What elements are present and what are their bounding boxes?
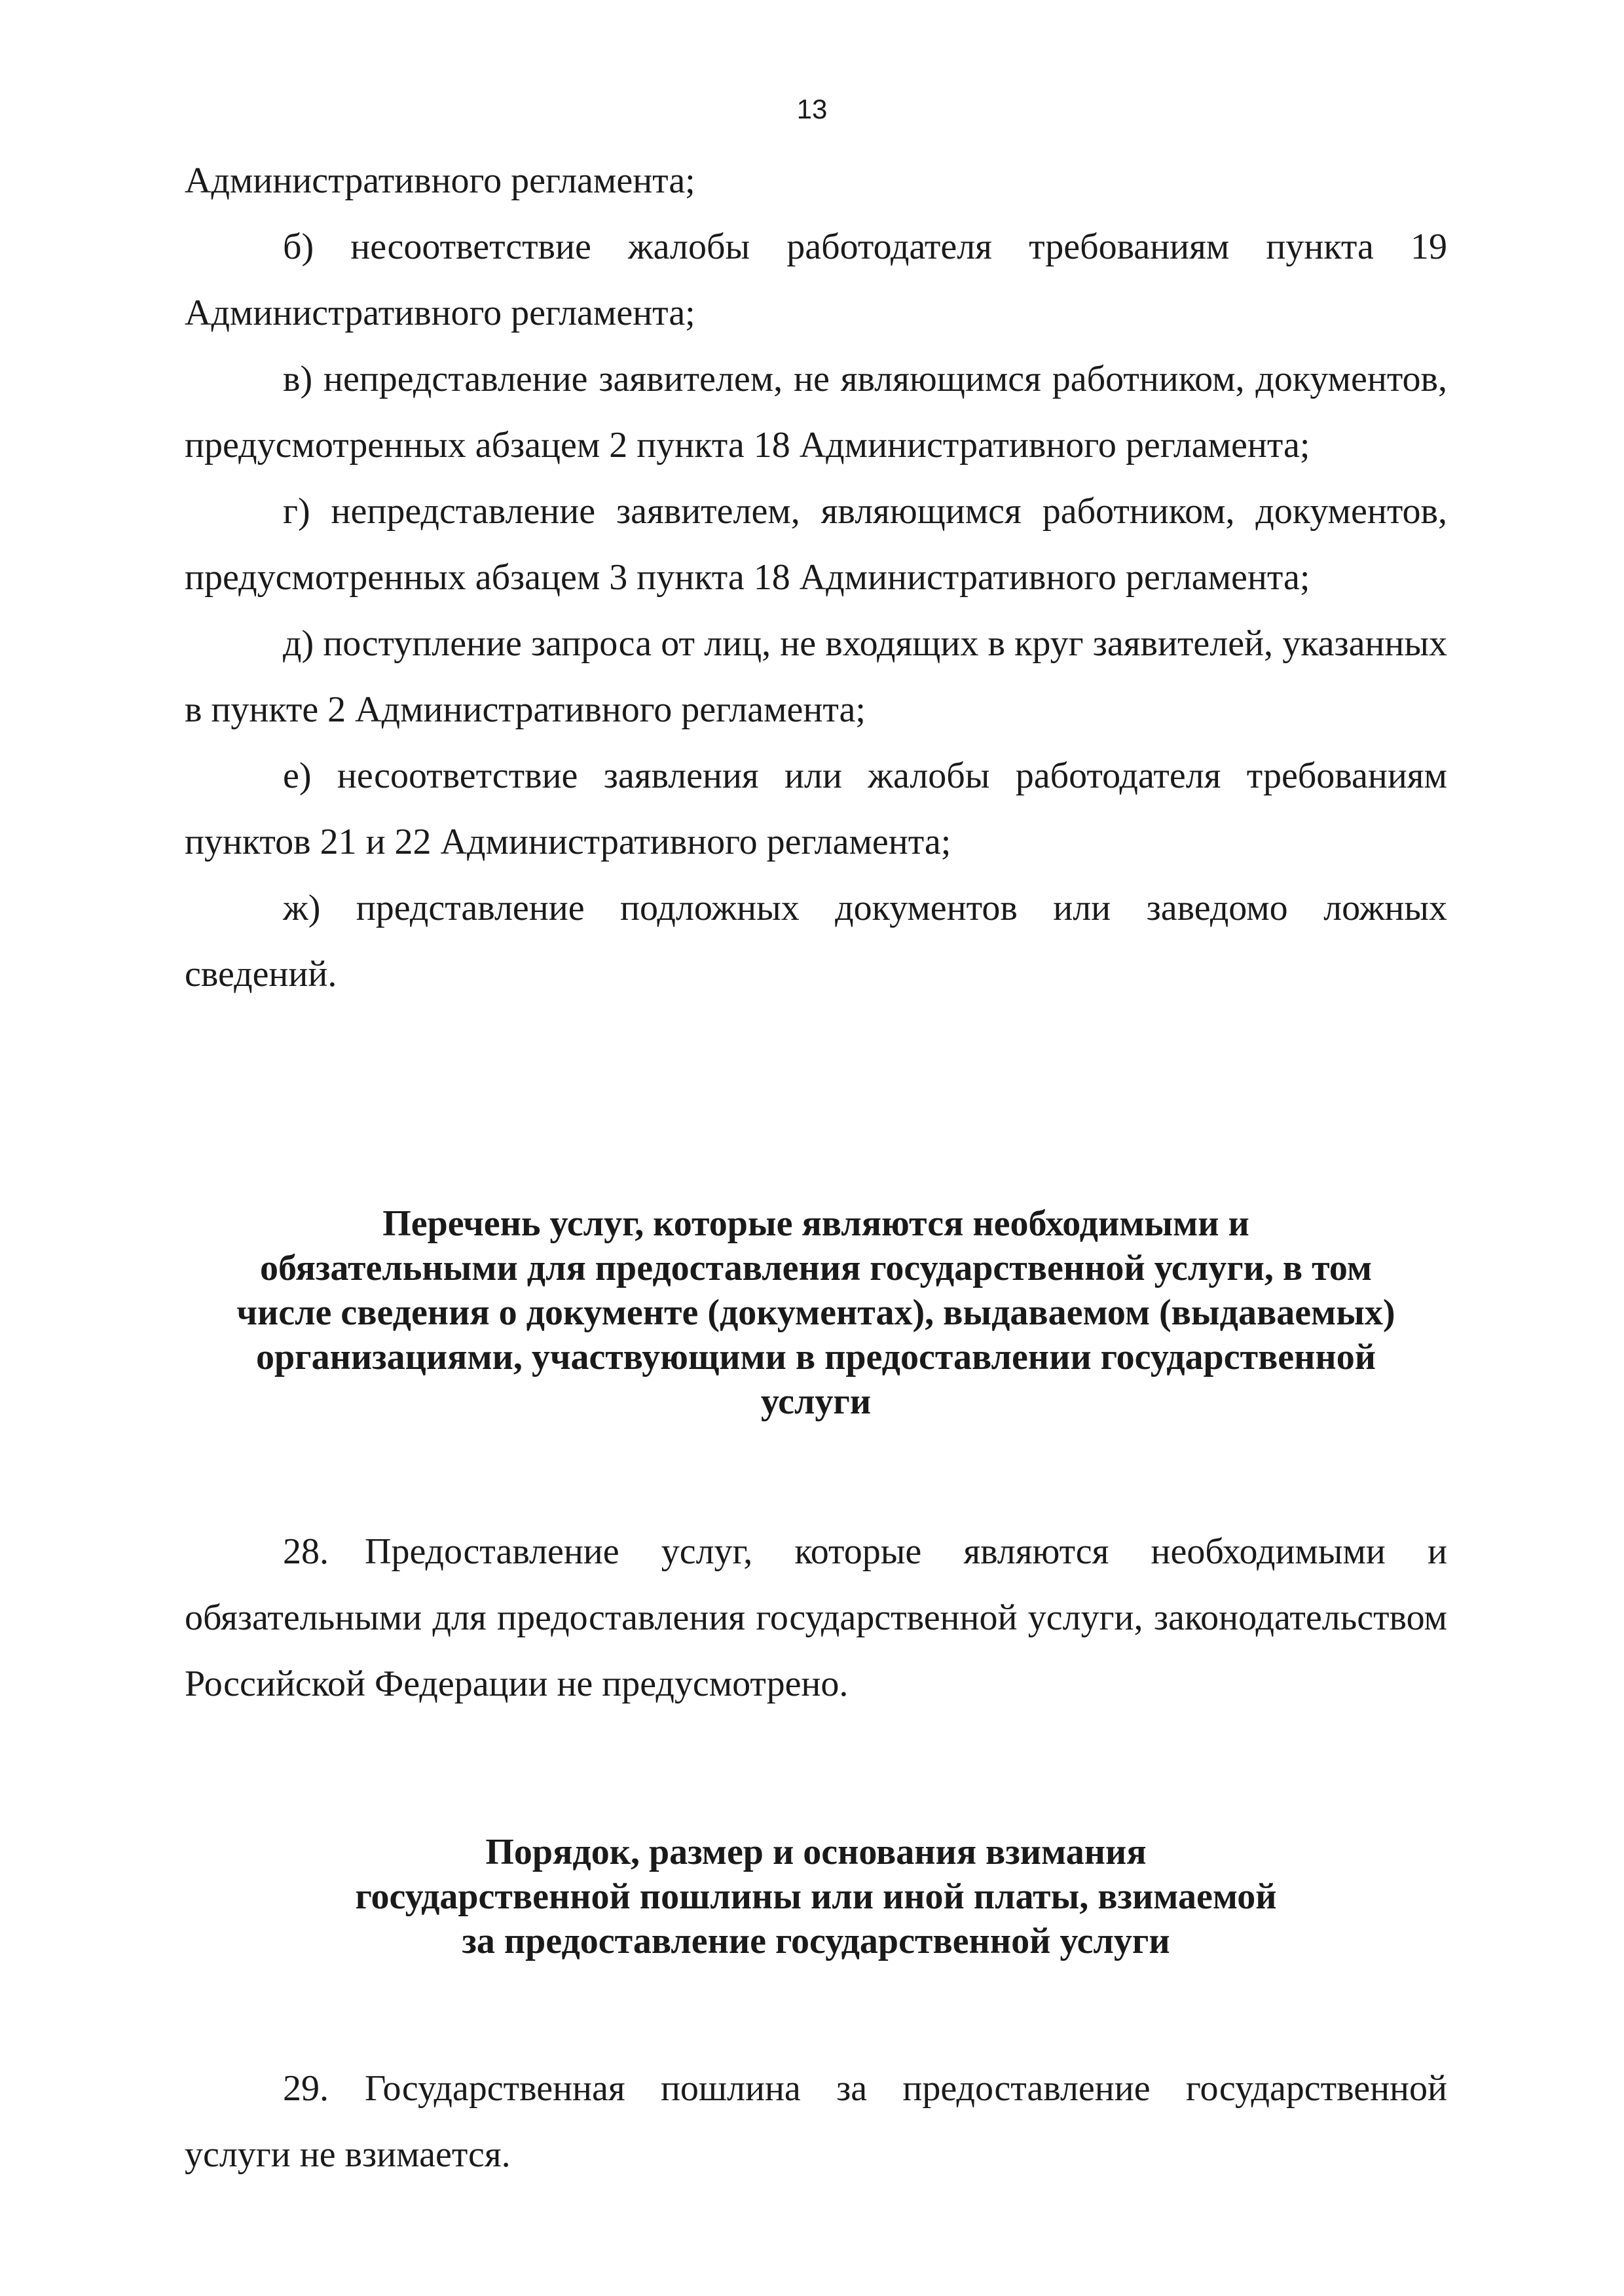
section-heading-required-services [185,1201,1447,1424]
list-item: ж) представление подложных документов или заведомо ложных сведений. [185,888,1447,994]
numbered-paragraph [185,2056,1447,2188]
list-item: в) непредставление заявителем, не являющимся работником, документов, предусмотренных абзацем 2 пункта 18 Административного регламента; [185,359,1447,465]
grounds-list [185,148,1447,1008]
paragraph-text: Государственная пошлина за предоставление государственной услуги не взимается. [185,2068,1447,2175]
paragraph-number: 28. [283,1531,329,1572]
list-item: Административного регламента; [185,160,695,201]
section-28 [185,1519,1447,1717]
heading-line: числе сведения о документе (документах), выдаваемом (выдаваемых) [236,1292,1395,1333]
heading-line: обязательными для предоставления государственной услуги, в том [260,1248,1372,1288]
list-item: г) непредставление заявителем, являющимся работником, документов, предусмотренных абзацем 3 пункта 18 Административного регламента; [185,491,1447,598]
section-29 [185,2056,1447,2188]
list-item: д) поступление запроса от лиц, не входящих в круг заявителей, указанных в пункте 2 Административного регламента; [185,623,1447,730]
paragraph-text: Предоставление услуг, которые являются необходимыми и обязательными для предоставления государственной услуги, законодательством Российской Федерации не предусмотрено. [185,1531,1447,1704]
paragraph-number: 29. [283,2068,329,2109]
heading-line: государственной пошлины или иной платы, взимаемой [355,1876,1277,1917]
page-number: 13 [796,94,828,124]
heading-line: Перечень услуг, которые являются необходимыми и [382,1203,1249,1244]
heading-line: организациями, участвующими в предоставлении государственной [256,1337,1376,1377]
heading-line: за предоставление государственной услуги [462,1921,1170,1961]
list-item: б) несоответствие жалобы работодателя требованиям пункта 19 Административного регламента; [185,227,1447,333]
heading-line: услуги [760,1381,872,1422]
list-item: е) несоответствие заявления или жалобы работодателя требованиям пунктов 21 и 22 Административного регламента; [185,756,1447,862]
heading-line: Порядок, размер и основания взимания [485,1832,1147,1872]
section-heading-state-fee [185,1830,1447,1963]
numbered-paragraph [185,1519,1447,1717]
